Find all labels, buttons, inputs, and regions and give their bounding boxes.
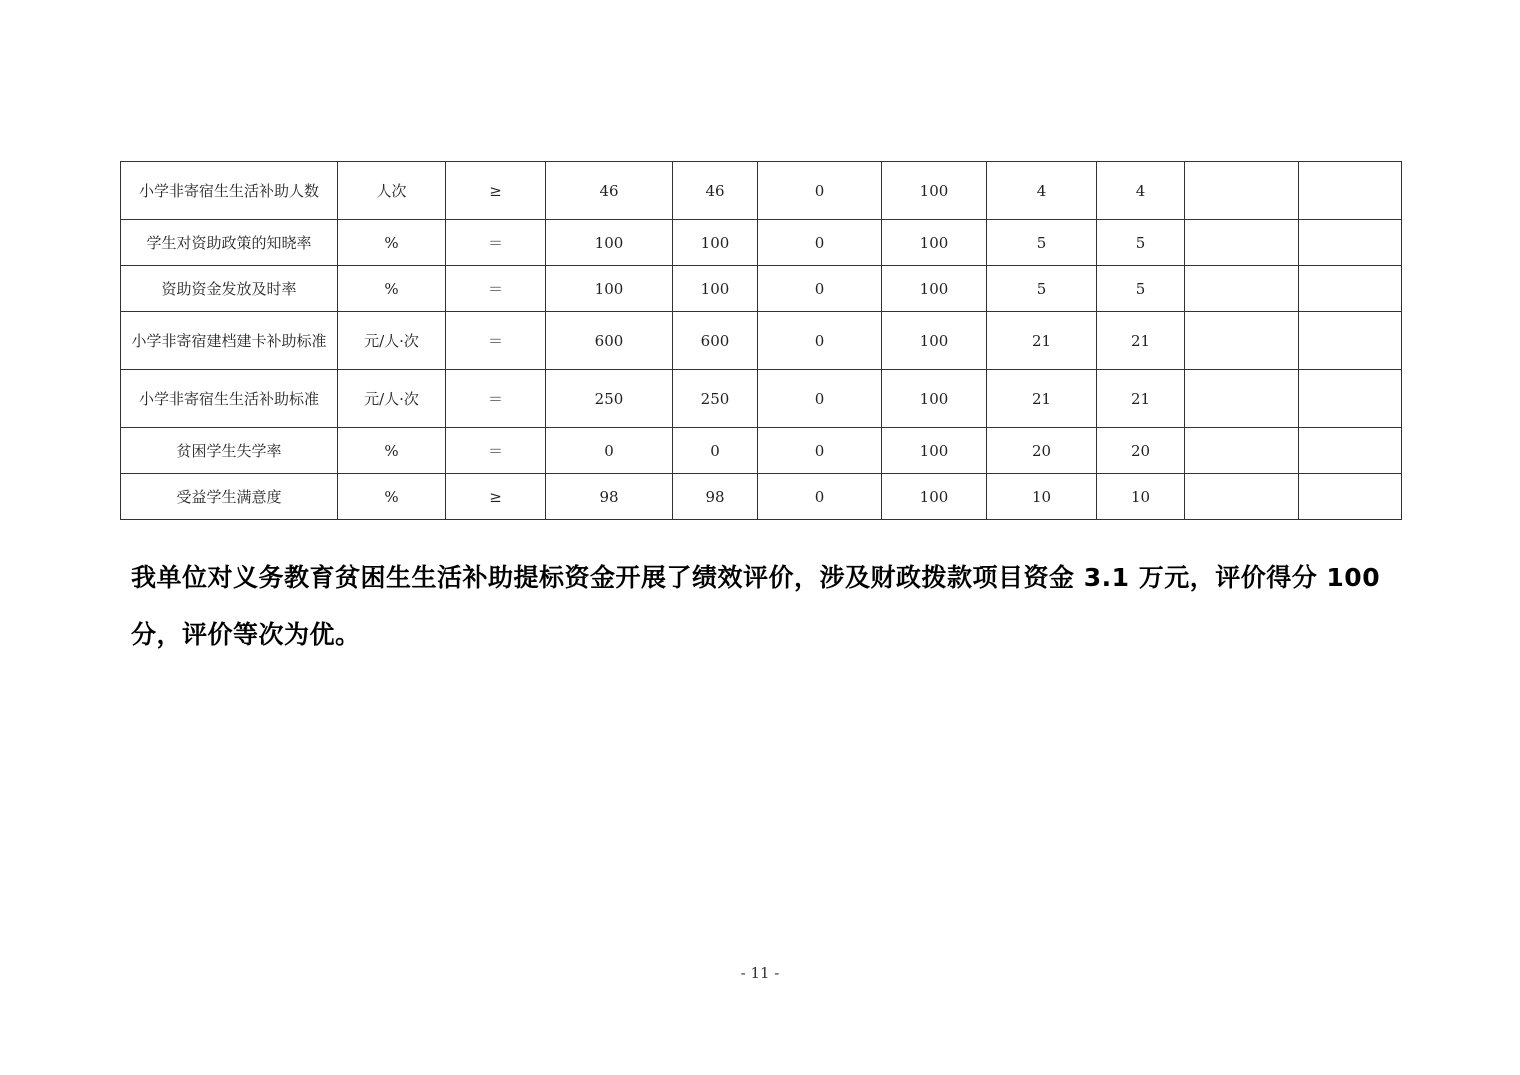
unit-cell: % (338, 428, 446, 474)
indicator-name-cell: 资助资金发放及时率 (121, 266, 338, 312)
empty-cell (1299, 428, 1402, 474)
operator-cell: ＝ (446, 312, 546, 370)
completion-cell: 100 (882, 220, 987, 266)
score-cell: 4 (1097, 162, 1185, 220)
page-number: - 11 - (740, 964, 780, 982)
unit-cell: 人次 (338, 162, 446, 220)
weight-cell: 21 (987, 370, 1097, 428)
unit-cell: 元/人·次 (338, 312, 446, 370)
weight-cell: 20 (987, 428, 1097, 474)
operator-cell: ≥ (446, 474, 546, 520)
score-cell: 21 (1097, 312, 1185, 370)
deviation-cell: 0 (758, 370, 882, 428)
indicator-name-cell: 小学非寄宿建档建卡补助标准 (121, 312, 338, 370)
table-row (121, 220, 1402, 266)
weight-cell: 5 (987, 220, 1097, 266)
score-cell: 5 (1097, 220, 1185, 266)
unit-cell: % (338, 266, 446, 312)
target-value-cell: 98 (546, 474, 673, 520)
table-row (121, 266, 1402, 312)
weight-cell: 21 (987, 312, 1097, 370)
score-cell: 21 (1097, 370, 1185, 428)
actual-value-cell: 46 (673, 162, 758, 220)
actual-value-cell: 600 (673, 312, 758, 370)
target-value-cell: 600 (546, 312, 673, 370)
completion-cell: 100 (882, 474, 987, 520)
operator-cell: ＝ (446, 370, 546, 428)
actual-value-cell: 0 (673, 428, 758, 474)
target-value-cell: 100 (546, 220, 673, 266)
deviation-cell: 0 (758, 220, 882, 266)
target-value-cell: 46 (546, 162, 673, 220)
unit-cell: % (338, 474, 446, 520)
table-row (121, 312, 1402, 370)
target-value-cell: 0 (546, 428, 673, 474)
operator-cell: ＝ (446, 266, 546, 312)
weight-cell: 10 (987, 474, 1097, 520)
empty-cell (1299, 312, 1402, 370)
score-cell: 20 (1097, 428, 1185, 474)
weight-cell: 4 (987, 162, 1097, 220)
indicator-name-cell: 受益学生满意度 (121, 474, 338, 520)
completion-cell: 100 (882, 312, 987, 370)
completion-cell: 100 (882, 428, 987, 474)
operator-cell: ＝ (446, 220, 546, 266)
deviation-cell: 0 (758, 312, 882, 370)
deviation-cell: 0 (758, 428, 882, 474)
deviation-cell: 0 (758, 162, 882, 220)
indicator-name-cell: 小学非寄宿生生活补助标准 (121, 370, 338, 428)
indicator-name-cell: 学生对资助政策的知晓率 (121, 220, 338, 266)
table-row (121, 474, 1402, 520)
empty-cell (1185, 312, 1299, 370)
deviation-cell: 0 (758, 474, 882, 520)
indicator-name-cell: 小学非寄宿生生活补助人数 (121, 162, 338, 220)
score-cell: 10 (1097, 474, 1185, 520)
indicator-name-cell: 贫困学生失学率 (121, 428, 338, 474)
empty-cell (1299, 266, 1402, 312)
target-value-cell: 100 (546, 266, 673, 312)
table-row (121, 162, 1402, 220)
completion-cell: 100 (882, 162, 987, 220)
evaluation-summary-paragraph: 我单位对义务教育贫困生生活补助提标资金开展了绩效评价，涉及财政拨款项目资金 3.1 万元，评价得分 100 分，评价等次为优。 (131, 563, 1381, 649)
score-cell: 5 (1097, 266, 1185, 312)
empty-cell (1185, 162, 1299, 220)
table-row (121, 370, 1402, 428)
unit-cell: % (338, 220, 446, 266)
empty-cell (1299, 370, 1402, 428)
unit-cell: 元/人·次 (338, 370, 446, 428)
empty-cell (1299, 474, 1402, 520)
empty-cell (1185, 266, 1299, 312)
empty-cell (1299, 162, 1402, 220)
empty-cell (1185, 428, 1299, 474)
empty-cell (1299, 220, 1402, 266)
actual-value-cell: 100 (673, 220, 758, 266)
operator-cell: ≥ (446, 162, 546, 220)
performance-indicator-table (120, 161, 1402, 520)
completion-cell: 100 (882, 266, 987, 312)
operator-cell: ＝ (446, 428, 546, 474)
actual-value-cell: 100 (673, 266, 758, 312)
actual-value-cell: 98 (673, 474, 758, 520)
table-row (121, 428, 1402, 474)
deviation-cell: 0 (758, 266, 882, 312)
target-value-cell: 250 (546, 370, 673, 428)
empty-cell (1185, 474, 1299, 520)
actual-value-cell: 250 (673, 370, 758, 428)
empty-cell (1185, 220, 1299, 266)
empty-cell (1185, 370, 1299, 428)
completion-cell: 100 (882, 370, 987, 428)
weight-cell: 5 (987, 266, 1097, 312)
